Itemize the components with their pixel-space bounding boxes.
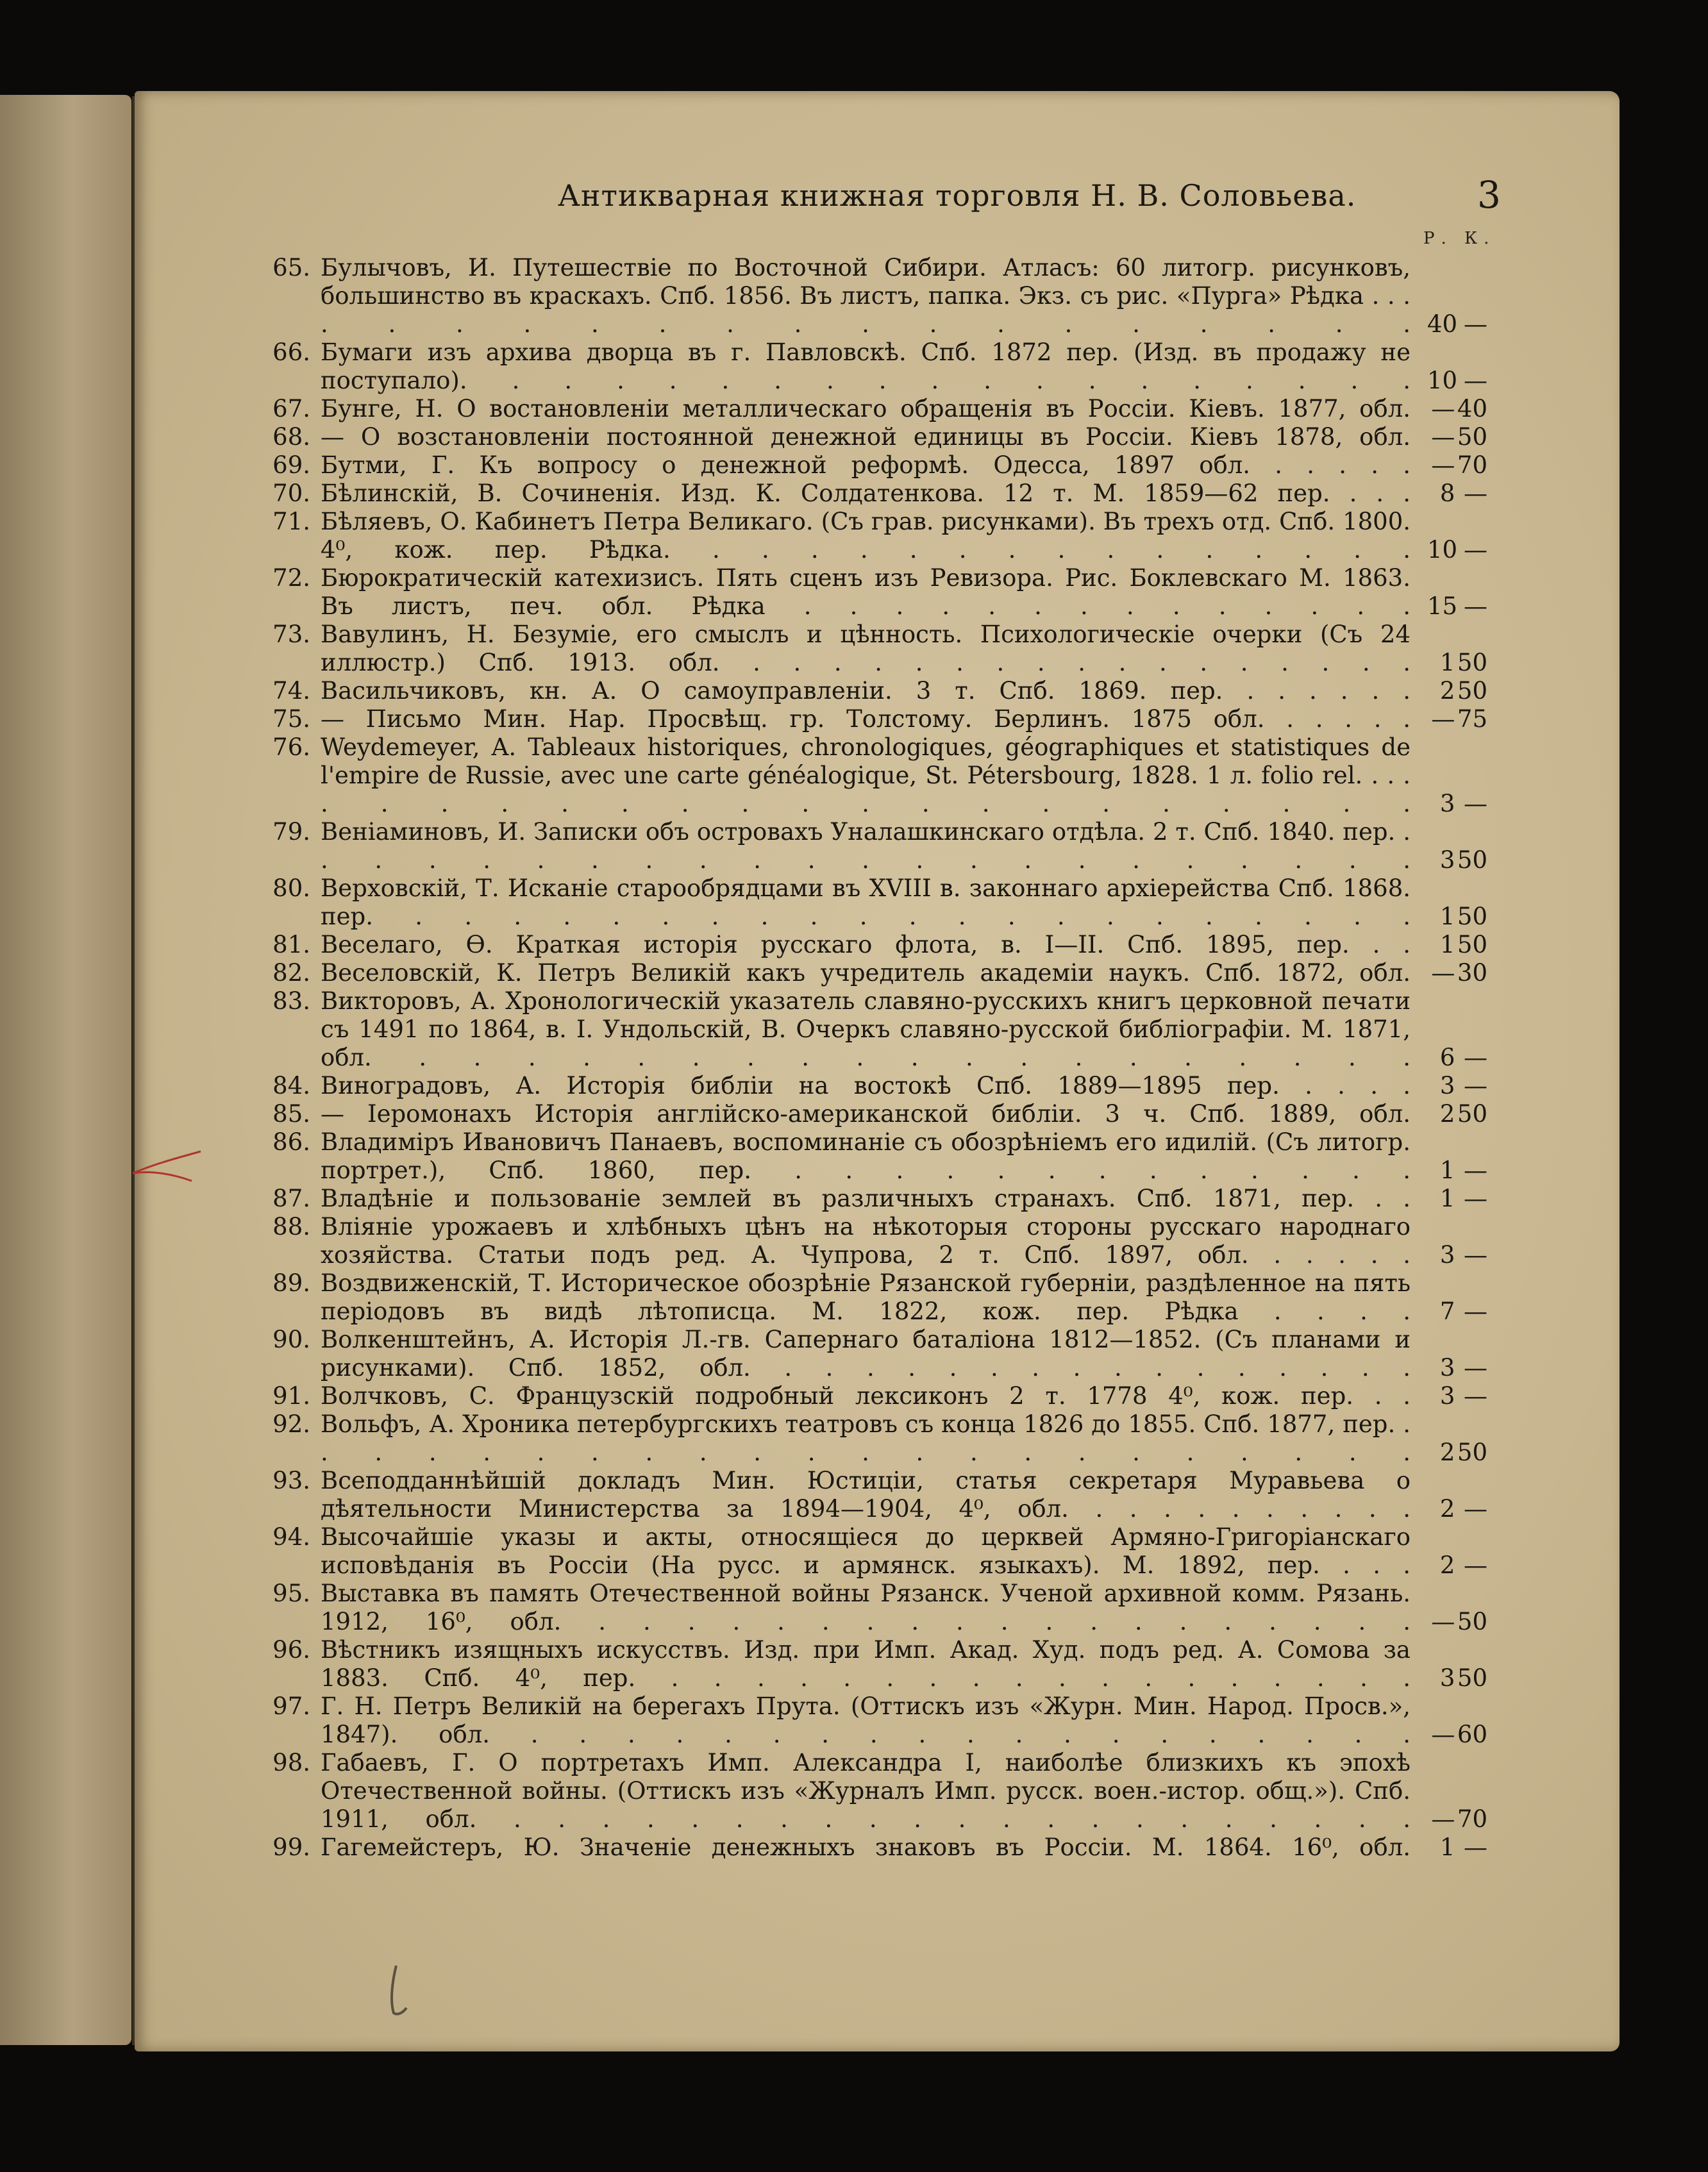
price-rubles: 6 <box>1439 1044 1455 1071</box>
price-rubles: — <box>1431 1608 1455 1635</box>
price-rubles: — <box>1431 451 1455 479</box>
entry-description: Бѣляевъ, О. Кабинетъ Петра Великаго. (Съ грав. рисунками). Въ трехъ отд. Спб. 1800. 4⁰, кож. пер. Рѣдка. . . . . . . . . . . . . . . . <box>321 508 1411 564</box>
price-rubles: 3 <box>1439 1072 1455 1099</box>
catalog-entry <box>135 1692 1620 1749</box>
price-kopecks: — <box>1464 1382 1487 1410</box>
entry-description: Веселаго, Ѳ. Краткая исторія русскаго флота, в. I—II. Спб. 1895, пер. . . <box>321 931 1411 958</box>
catalog-entry <box>135 395 1620 423</box>
price-rubles: 3 <box>1439 1241 1455 1269</box>
entry-description: — О возстановленіи постоянной денежной единицы въ Россіи. Кіевъ 1878, обл. <box>321 423 1411 451</box>
price-kopecks: — <box>1464 367 1487 394</box>
entry-price <box>1411 508 1487 564</box>
entry-number: 68. <box>272 423 310 451</box>
price-rubles: 1 <box>1439 1185 1455 1212</box>
catalog-entry <box>135 818 1620 874</box>
entry-number: 90. <box>272 1326 310 1353</box>
entry-price <box>1411 1382 1487 1410</box>
entry-price <box>1411 451 1487 480</box>
entry-price <box>1411 480 1487 508</box>
price-rubles: — <box>1431 1805 1455 1833</box>
entry-price <box>1411 733 1487 818</box>
entry-price <box>1411 1636 1487 1692</box>
entry-description: Волкенштейнъ, А. Исторія Л.-гв. Сапернаго баталіона 1812—1852. (Съ планами и рисунками). Спб. 1852, обл. . . . . . . . . . . . . . . . . <box>321 1326 1411 1382</box>
entry-price <box>1411 1749 1487 1834</box>
page-header <box>135 167 1620 218</box>
entry-number: 71. <box>272 508 310 535</box>
entry-price <box>1411 395 1487 423</box>
price-rubles: 7 <box>1439 1298 1455 1325</box>
price-kopecks: — <box>1464 1834 1487 1861</box>
entry-number: 97. <box>272 1692 310 1720</box>
entry-price <box>1411 1213 1487 1269</box>
catalog-entry <box>135 1749 1620 1834</box>
entry-description: Выставка въ память Отечественной войны Рязанск. Ученой архивной комм. Рязань. 1912, 16⁰, обл. . . . . . . . . . . . . . . . . . . . <box>321 1580 1411 1635</box>
red-pencil-check-mark <box>125 1145 215 1183</box>
catalog-entry <box>135 1185 1620 1213</box>
catalog-entry <box>135 451 1620 480</box>
entry-number: 82. <box>272 959 310 987</box>
price-kopecks: 40 <box>1457 395 1487 422</box>
entry-price <box>1411 338 1487 395</box>
entry-price <box>1411 1410 1487 1467</box>
entry-number: 80. <box>272 874 310 902</box>
catalog-page <box>135 91 1620 2051</box>
entry-description: Бѣлинскій, В. Сочиненія. Изд. К. Солдатенкова. 12 т. М. 1859—62 пер. . . . <box>321 480 1411 507</box>
catalog-entry <box>135 959 1620 987</box>
entry-number: 70. <box>272 480 310 507</box>
entry-price <box>1411 1467 1487 1523</box>
price-kopecks: — <box>1464 1354 1487 1382</box>
entry-number: 88. <box>272 1213 310 1241</box>
price-kopecks: 50 <box>1457 903 1487 930</box>
catalog-entry <box>135 987 1620 1072</box>
entry-price <box>1411 818 1487 874</box>
catalog-entry <box>135 1410 1620 1467</box>
entry-price <box>1411 677 1487 705</box>
price-kopecks: 50 <box>1457 1439 1487 1466</box>
price-kopecks: 50 <box>1457 1664 1487 1692</box>
entry-description: — Письмо Мин. Нар. Просвѣщ. гр. Толстому. Берлинъ. 1875 обл. . . . . . <box>321 705 1411 733</box>
catalog-entry <box>135 1467 1620 1523</box>
price-kopecks: 60 <box>1457 1721 1487 1748</box>
entry-number: 81. <box>272 931 310 958</box>
price-rubles: 1 <box>1439 903 1455 930</box>
price-kopecks: 75 <box>1457 705 1487 733</box>
catalog-entry <box>135 564 1620 621</box>
entry-number: 74. <box>272 677 310 705</box>
entry-description: Веселовскій, К. Петръ Великій какъ учредитель академіи наукъ. Спб. 1872, обл. <box>321 959 1411 987</box>
entry-number: 89. <box>272 1269 310 1297</box>
price-rubles: — <box>1431 959 1455 987</box>
price-kopecks: — <box>1464 1072 1487 1099</box>
price-rubles: 10 <box>1427 536 1458 564</box>
entry-description: Веніаминовъ, И. Записки объ островахъ Уналашкинскаго отдѣла. 2 т. Спб. 1840. пер. . . . . . . . . . . . . . . . . . . . . . . <box>321 818 1411 874</box>
pencil-stroke-mark <box>378 1962 417 2019</box>
entry-description: Бюрократическій катехизисъ. Пять сценъ изъ Ревизора. Рис. Боклевскаго М. 1863. Въ листъ, печ. обл. Рѣдка . . . . . . . . . . . . . . <box>321 564 1411 620</box>
entry-price <box>1411 874 1487 931</box>
catalog-entry <box>135 480 1620 508</box>
page-number: 3 <box>1477 173 1501 217</box>
catalog-entry <box>135 621 1620 677</box>
catalog-entry <box>135 677 1620 705</box>
price-rubles: 3 <box>1439 1354 1455 1382</box>
entry-description: Бумаги изъ архива дворца въ г. Павловскѣ. Спб. 1872 пер. (Изд. въ продажу не поступало). . . . . . . . . . . . . . . . . . . <box>321 338 1411 394</box>
catalog-entry <box>135 1523 1620 1580</box>
entry-number: 91. <box>272 1382 310 1410</box>
price-kopecks: — <box>1464 1185 1487 1212</box>
entry-description: Гагемейстеръ, Ю. Значеніе денежныхъ знаковъ въ Россіи. М. 1864. 16⁰, обл. <box>321 1834 1411 1861</box>
price-rubles: — <box>1431 395 1455 422</box>
price-rubles: 2 <box>1439 677 1455 705</box>
entry-description: Волчковъ, С. Французскій подробный лексиконъ 2 т. 1778 4⁰, кож. пер. . . <box>321 1382 1411 1410</box>
catalog-entry <box>135 1269 1620 1326</box>
price-rubles: 10 <box>1427 367 1458 394</box>
entry-price <box>1411 621 1487 677</box>
entry-description: Бунге, Н. О востановленіи металлическаго обращенія въ Россіи. Кіевъ. 1877, обл. <box>321 395 1411 422</box>
catalog-entry-list <box>135 254 1620 1862</box>
entry-price <box>1411 1834 1487 1862</box>
entry-price <box>1411 423 1487 451</box>
entry-description: Воздвиженскій, Т. Историческое обозрѣніе Рязанской губерніи, раздѣленное на пять періодовъ въ видѣ лѣтописца. М. 1822, кож. пер. Рѣдка . . . . <box>321 1269 1411 1325</box>
running-title: Антикварная книжная торговля Н. В. Соловьева. <box>558 178 1357 213</box>
price-rubles: 3 <box>1439 1664 1455 1692</box>
price-kopecks: 50 <box>1457 677 1487 705</box>
entry-price <box>1411 959 1487 987</box>
entry-number: 85. <box>272 1100 310 1128</box>
entry-number: 84. <box>272 1072 310 1099</box>
catalog-entry <box>135 1580 1620 1636</box>
price-kopecks: — <box>1464 1551 1487 1579</box>
entry-number: 98. <box>272 1749 310 1776</box>
price-rubles: 3 <box>1439 1382 1455 1410</box>
price-rubles: 8 <box>1439 480 1455 507</box>
catalog-entry <box>135 423 1620 451</box>
catalog-entry <box>135 1213 1620 1269</box>
entry-description: — Іеромонахъ Исторія англійско-американской библіи. 3 ч. Спб. 1889, обл. <box>321 1100 1411 1128</box>
price-kopecks: — <box>1464 592 1487 620</box>
price-rubles: 40 <box>1427 310 1458 338</box>
currency-column-header: Р. К. <box>1423 229 1496 248</box>
entry-description: Вѣстникъ изящныхъ искусствъ. Изд. при Имп. Акад. Худ. подъ ред. А. Сомова за 1883. Спб. 4⁰, пер. . . . . . . . . . . . . . . . . . . <box>321 1636 1411 1692</box>
entry-description: Вольфъ, А. Хроника петербургскихъ театровъ съ конца 1826 до 1855. Спб. 1877, пер. . . . . . . . . . . . . . . . . . . . . . . <box>321 1410 1411 1466</box>
entry-number: 96. <box>272 1636 310 1664</box>
entry-number: 99. <box>272 1834 310 1861</box>
entry-description: Верховскій, Т. Исканіе старообрядцами въ XVIII в. законнаго архіерейства Спб. 1868. пер. . . . . . . . . . . . . . . . . . . . . . <box>321 874 1411 930</box>
entry-description: Васильчиковъ, кн. А. О самоуправленіи. 3 т. Спб. 1869. пер. . . . . . . <box>321 677 1411 705</box>
entry-price <box>1411 931 1487 959</box>
price-rubles: — <box>1431 423 1455 451</box>
price-kopecks: 50 <box>1457 846 1487 874</box>
entry-number: 87. <box>272 1185 310 1212</box>
entry-description: Викторовъ, А. Хронологическій указатель славяно-русскихъ книгъ церковной печати съ 1491 по 1864, в. I. Ундольскій, В. Очеркъ славяно-русской библіографіи. М. 1871, обл. . . . . . . . . . . . . . . . . . . . <box>321 987 1411 1071</box>
entry-price <box>1411 1692 1487 1749</box>
entry-number: 79. <box>272 818 310 846</box>
price-rubles: 1 <box>1439 1157 1455 1184</box>
entry-number: 83. <box>272 987 310 1015</box>
price-rubles: 2 <box>1439 1439 1455 1466</box>
catalog-entry <box>135 1100 1620 1128</box>
entry-price <box>1411 254 1487 338</box>
price-rubles: 1 <box>1439 931 1455 958</box>
entry-description: Бутми, Г. Къ вопросу о денежной реформѣ. Одесса, 1897 обл. . . . . . <box>321 451 1411 479</box>
price-kopecks: — <box>1464 1044 1487 1071</box>
price-kopecks: — <box>1464 1298 1487 1325</box>
entry-price <box>1411 1269 1487 1326</box>
entry-description: Всеподданнѣйшій докладъ Мин. Юстиціи, статья секретаря Муравьева о дѣятельности Министерства за 1894—1904, 4⁰, обл. . . . . . . . . . . <box>321 1467 1411 1523</box>
price-kopecks: 30 <box>1457 959 1487 987</box>
catalog-entry <box>135 1382 1620 1410</box>
entry-number: 75. <box>272 705 310 733</box>
price-rubles: 1 <box>1439 1834 1455 1861</box>
entry-price <box>1411 1100 1487 1128</box>
entry-price <box>1411 1580 1487 1636</box>
price-kopecks: 50 <box>1457 1608 1487 1635</box>
price-rubles: — <box>1431 705 1455 733</box>
entry-price <box>1411 705 1487 733</box>
entry-price <box>1411 1523 1487 1580</box>
entry-price <box>1411 1072 1487 1100</box>
price-rubles: 2 <box>1439 1495 1455 1523</box>
price-kopecks: 50 <box>1457 931 1487 958</box>
catalog-entry <box>135 733 1620 818</box>
catalog-entry <box>135 1128 1620 1185</box>
catalog-entry <box>135 254 1620 338</box>
entry-number: 92. <box>272 1410 310 1438</box>
price-kopecks: — <box>1464 1157 1487 1184</box>
entry-description: Weydemeyer, A. Tableaux historiques, chronologiques, géographiques et statistiques de l'empire de Russie, avec une carte généalogique, St. Pétersbourg, 1828. 1 л. folio rel. . . . . . . . . . . . . . . . . . . . . . . <box>321 733 1411 817</box>
price-kopecks: — <box>1464 1495 1487 1523</box>
catalog-entry <box>135 1326 1620 1382</box>
entry-price <box>1411 1128 1487 1185</box>
price-kopecks: 70 <box>1457 451 1487 479</box>
entry-description: Вліяніе урожаевъ и хлѣбныхъ цѣнъ на нѣкоторыя стороны русскаго народнаго хозяйства. Статьи подъ ред. А. Чупрова, 2 т. Спб. 1897, обл. . . . . . <box>321 1213 1411 1269</box>
price-kopecks: — <box>1464 310 1487 338</box>
catalog-entry <box>135 1636 1620 1692</box>
entry-description: Вавулинъ, Н. Безуміе, его смыслъ и цѣнность. Психологическіе очерки (Съ 24 иллюстр.) Спб. 1913. обл. . . . . . . . . . . . . . . . . . <box>321 621 1411 676</box>
entry-price <box>1411 1326 1487 1382</box>
entry-description: Высочайшіе указы и акты, относящіеся до церквей Армяно-Григоріанскаго исповѣданія въ Россіи (На русс. и армянск. языкахъ). М. 1892, пер. . . . <box>321 1523 1411 1579</box>
entry-description: Булычовъ, И. Путешествіе по Восточной Сибири. Атласъ: 60 литогр. рисунковъ, большинство въ краскахъ. Спб. 1856. Въ листъ, папка. Экз. съ рис. «Пурга» Рѣдка . . . . . . . . . . . . . . . . . . . . <box>321 254 1411 338</box>
price-rubles: 1 <box>1439 649 1455 676</box>
price-kopecks: 50 <box>1457 423 1487 451</box>
price-rubles: 3 <box>1439 790 1455 817</box>
catalog-entry <box>135 338 1620 395</box>
entry-number: 94. <box>272 1523 310 1551</box>
entry-number: 72. <box>272 564 310 592</box>
catalog-entry <box>135 705 1620 733</box>
entry-description: Габаевъ, Г. О портретахъ Имп. Александра I, наиболѣе близкихъ къ эпохѣ Отечественной войны. (Оттискъ изъ «Журналъ Имп. русск. воен.-истор. общ.»). Спб. 1911, обл. . . . . . . . . . . . . . . . . . . . . . <box>321 1749 1411 1833</box>
price-kopecks: — <box>1464 790 1487 817</box>
entry-price <box>1411 564 1487 621</box>
entry-description: Владиміръ Ивановичъ Панаевъ, воспоминаніе съ обозрѣніемъ его идилій. (Съ литогр. портрет.), Спб. 1860, пер. . . . . . . . . . . . . . <box>321 1128 1411 1184</box>
entry-price <box>1411 987 1487 1072</box>
entry-description: Владѣніе и пользованіе землей въ различныхъ странахъ. Спб. 1871, пер. . . <box>321 1185 1411 1212</box>
entry-number: 86. <box>272 1128 310 1156</box>
catalog-entry <box>135 931 1620 959</box>
price-kopecks: 70 <box>1457 1805 1487 1833</box>
previous-page-edge <box>0 95 131 2045</box>
price-kopecks: 50 <box>1457 649 1487 676</box>
entry-price <box>1411 1185 1487 1213</box>
price-rubles: 2 <box>1439 1100 1455 1128</box>
entry-number: 65. <box>272 254 310 281</box>
price-kopecks: 50 <box>1457 1100 1487 1128</box>
entry-number: 95. <box>272 1580 310 1607</box>
entry-description: Виноградовъ, А. Исторія библіи на востокѣ Спб. 1889—1895 пер. . . . . <box>321 1072 1411 1099</box>
entry-number: 67. <box>272 395 310 422</box>
price-kopecks: — <box>1464 536 1487 564</box>
price-rubles: — <box>1431 1721 1455 1748</box>
catalog-entry <box>135 508 1620 564</box>
price-rubles: 3 <box>1439 846 1455 874</box>
catalog-entry <box>135 874 1620 931</box>
entry-number: 69. <box>272 451 310 479</box>
entry-number: 66. <box>272 338 310 366</box>
catalog-entry <box>135 1072 1620 1100</box>
price-kopecks: — <box>1464 480 1487 507</box>
price-kopecks: — <box>1464 1241 1487 1269</box>
price-rubles: 15 <box>1427 592 1458 620</box>
entry-description: Г. Н. Петръ Великій на берегахъ Прута. (Оттискъ изъ «Журн. Мин. Народ. Просв.», 1847). обл. . . . . . . . . . . . . . . . . . . . <box>321 1692 1411 1748</box>
price-rubles: 2 <box>1439 1551 1455 1579</box>
entry-number: 93. <box>272 1467 310 1494</box>
entry-number: 73. <box>272 621 310 648</box>
entry-number: 76. <box>272 733 310 761</box>
catalog-entry <box>135 1834 1620 1862</box>
